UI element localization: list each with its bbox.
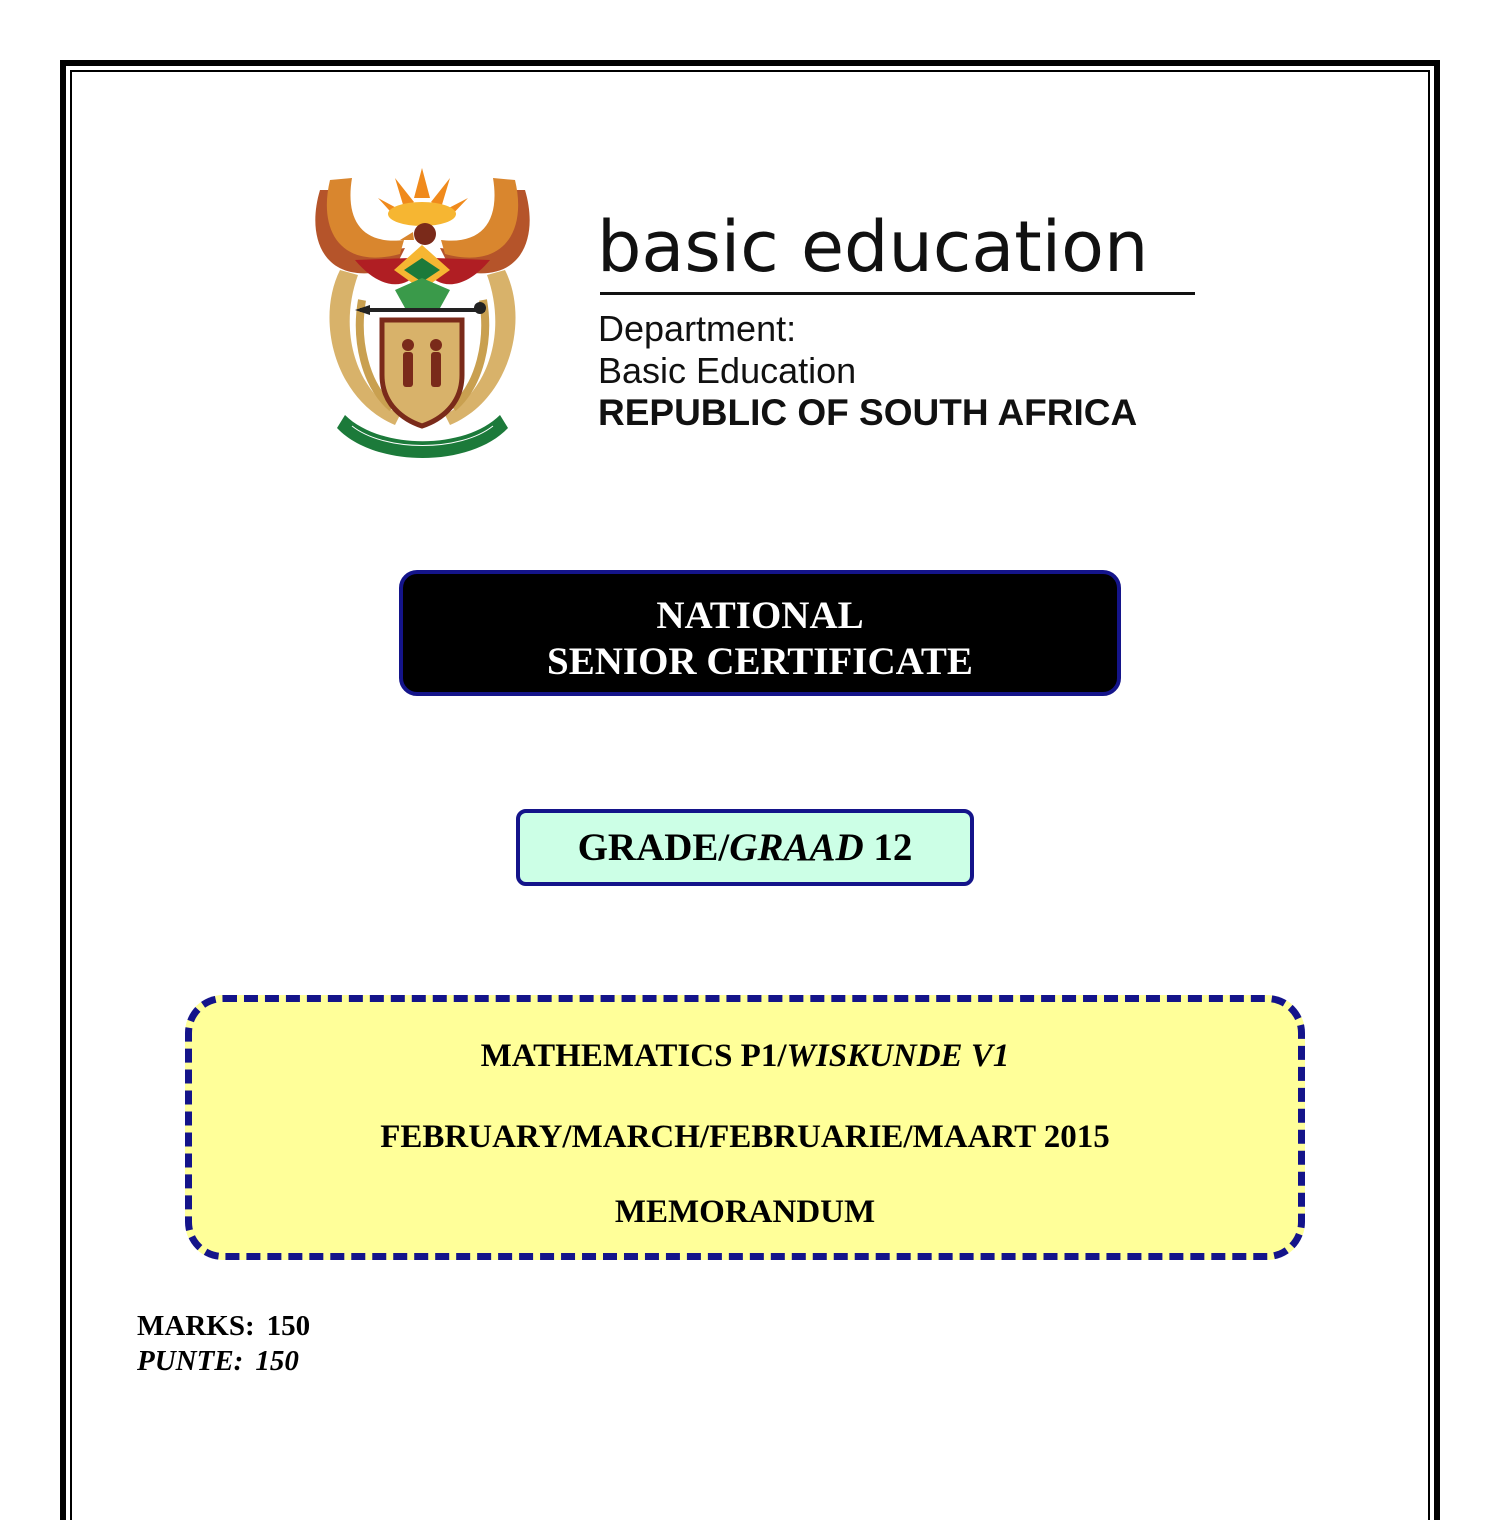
punte-label: PUNTE: [137, 1345, 244, 1377]
document-type: MEMORANDUM [614, 1194, 876, 1230]
grade-label: GRADE/ [577, 826, 730, 869]
subject-title-afrikaans: WISKUNDE V1 [786, 1038, 1010, 1074]
marks-value: 150 [266, 1310, 311, 1342]
marks-english [137, 1312, 310, 1341]
marks-afrikaans [137, 1347, 299, 1376]
certificate-banner [399, 570, 1121, 696]
coat-of-arms-icon [300, 150, 545, 460]
grade-number: 12 [873, 826, 913, 869]
subject-title-english: MATHEMATICS P1/ [480, 1038, 787, 1074]
grade-label-afrikaans: GRAAD [729, 826, 864, 869]
department-label: Department: [598, 308, 797, 349]
certificate-line-2: SENIOR CERTIFICATE [547, 640, 973, 683]
brand-rule [600, 292, 1195, 295]
brand-title: basic education [597, 206, 1149, 288]
grade-banner [516, 809, 974, 886]
certificate-line-1: NATIONAL [656, 594, 864, 637]
department-name: Basic Education [598, 350, 857, 391]
country-name: REPUBLIC OF SOUTH AFRICA [598, 392, 1138, 433]
marks-label: MARKS: [137, 1310, 255, 1342]
punte-value: 150 [255, 1345, 299, 1377]
subject-title [192, 1040, 1298, 1073]
subject-panel [185, 995, 1305, 1260]
exam-session: FEBRUARY/MARCH/FEBRUARIE/MAART 2015 [380, 1119, 1110, 1155]
